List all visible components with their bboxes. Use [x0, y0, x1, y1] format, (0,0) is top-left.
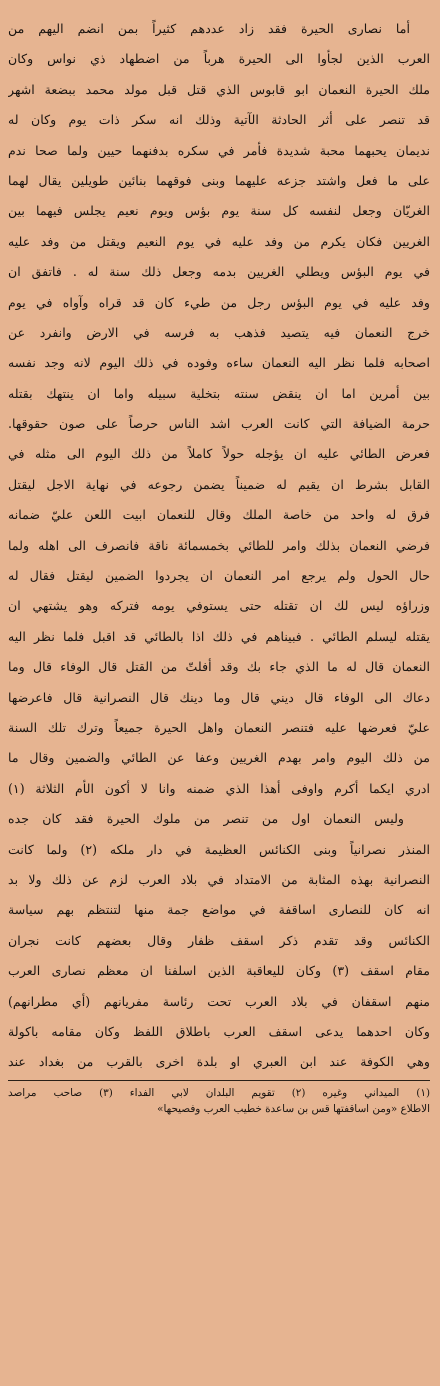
- text-line: المنذر نصرانياً وبنى الكنائس العظيمة في دار ملكه (٢) ولما كانت: [8, 841, 430, 857]
- text-line: فعرض الطائي عليه ان يؤجله حولاً كاملاً من ذلك اليوم الى مثله في: [8, 446, 430, 462]
- footnotes: [8, 1085, 430, 1117]
- text-line: اصحابه فلما نظر اليه النعمان ساءه وفوده في ذلك اليوم لانه وجد نفسه: [8, 355, 430, 371]
- text-line: وهي الكوفة عند ابن العبري او بلدة اخرى بالقرب من بغداد عند: [8, 1054, 430, 1070]
- text-line: النعمان قال له ما الذي جاء بك وقد أفلتّ من القتل قال الوفاء قال وما: [8, 659, 430, 675]
- text-line: وزراؤه ليس لك ان تقتله حتى يستوفي يومه فتركه وهو يشتهي ان: [8, 598, 430, 614]
- text-line: على ما فعل واشتد جزعه عليهما وبنى فوقهما بنائين طويلين يقال لهما: [8, 172, 430, 188]
- text-line: يقتله ليسلم الطائي . فبيناهم في ذلك اذا بالطائي قد اقبل فلما نظر اليه: [8, 628, 430, 644]
- text-line: انه كان للنصارى اساقفة في مواضع جمة منها لتنتظم بهم سياسة: [8, 902, 430, 918]
- text-line: القابل بشرط ان يقيم له ضميناً يضمن رجوعه في نهاية الاجل ليقتل: [8, 476, 430, 492]
- text-line: من ذلك اليوم وامر بهدم الغريين وعفا عن الطائي والضمين وقال ما: [8, 750, 430, 766]
- text-line: وليس النعمان اول من تنصر من ملوك الحيرة فقد كان جده: [8, 811, 404, 827]
- text-line: أما نصارى الحيرة فقد زاد عددهم كثيراً بمن انضم اليهم من: [8, 21, 410, 36]
- text-line: ملك الحيرة النعمان ابو قابوس الذي قتل قبل مولد محمد ببضعة اشهر: [8, 81, 430, 97]
- text-line: حال الحول ولم يرجع امر النعمان ان يجردوا الضمين ليقتل فقال له: [8, 568, 430, 584]
- text-line: الكنائس وقد تقدم ذكر اسقف ظفار وقال بعضهم كانت نجران: [8, 932, 430, 948]
- text-line: الغريّان وجعل لنفسه كل سنة يوم بؤس ويوم نعيم يجلس فيهما بين: [8, 203, 430, 219]
- text-line: بين أمرين اما ان ينقض سنته بتخلية سبيله واما ان ينتهك بقتله: [8, 385, 430, 401]
- text-line: فرضي النعمان بذلك وامر للطائي بخمسمائة ناقة فانصرف الى اهله ولما: [8, 537, 430, 553]
- main-text: [8, 14, 430, 1078]
- text-line: في يوم البؤس ويطلي الغريين بدمه وجعل ذلك سنة له . فاتفق ان: [8, 264, 430, 280]
- text-line: قد تنصر على أثر الحادثة الآتية وذلك انه سكر ذات يوم وكان له: [8, 112, 430, 128]
- text-line: خرج النعمان فيه يتصيد فذهب به فرسه في الارض وانفرد عن: [8, 324, 430, 340]
- text-line: حرمة الضيافة التي كانت العرب اشد الناس حرصاً على صون حقوقها.: [8, 416, 430, 432]
- text-line: منهم اسقفان في بلاد العرب تحت رئاسة مفريانهم (أي مطرانهم): [8, 993, 430, 1009]
- footnote-line: الاطلاع «ومن اساقفتها قس بن ساعدة خطيب العرب وفصيحها»: [157, 1102, 430, 1115]
- text-line: مقام اسقف (٣) وكان لليعاقبة الذين اسلفنا ان معظم نصارى العرب: [8, 963, 430, 979]
- text-line: الغريين فكان يكرم من وفد عليه في يوم النعيم ويقتل من وفد عليه: [8, 233, 430, 249]
- text-line: النصرانية بهذه المثابة من الامتداد في بلاد العرب لزم عن ذلك ولا بد: [8, 871, 430, 887]
- footnote-divider: [8, 1080, 430, 1081]
- text-line: عليّ فعرضها عليه فتنصر النعمان واهل الحيرة جميعاً وترك تلك السنة: [8, 719, 430, 735]
- text-line: فرق له واحد من خاصة الملك وقال للنعمان ابيت اللعن عليّ ضمانه: [8, 507, 430, 523]
- footnote-line: (١) الميداني وغيره (٢) تقويم البلدان لابي الفداء (٣) صاحب مراصد: [8, 1086, 430, 1099]
- text-line: ادري ايكما أكرم واوفى أهذا الذي ضمنه وانا لا أكون الأم الثلاثة (١): [8, 780, 430, 796]
- text-line: العرب الذين لجأوا الى الحيرة هرباً من اضطهاد ذي نواس وكان: [8, 51, 430, 67]
- text-line: نديمان يحبهما محبة شديدة فأمر في سكره بدفنهما حيين ولما صحا ندم: [8, 142, 430, 158]
- text-line: وفد عليه في يوم البؤس رجل من طيء كان قد قراه وآواه في يوم: [8, 294, 430, 310]
- text-line: دعاك الى الوفاء قال ديني قال وما دينك قال النصرانية قال فاعرضها: [8, 689, 430, 705]
- text-line: وكان احدهما يدعى اسقف العرب باطلاق اللفظ وكان مقامه باكولة: [8, 1023, 430, 1039]
